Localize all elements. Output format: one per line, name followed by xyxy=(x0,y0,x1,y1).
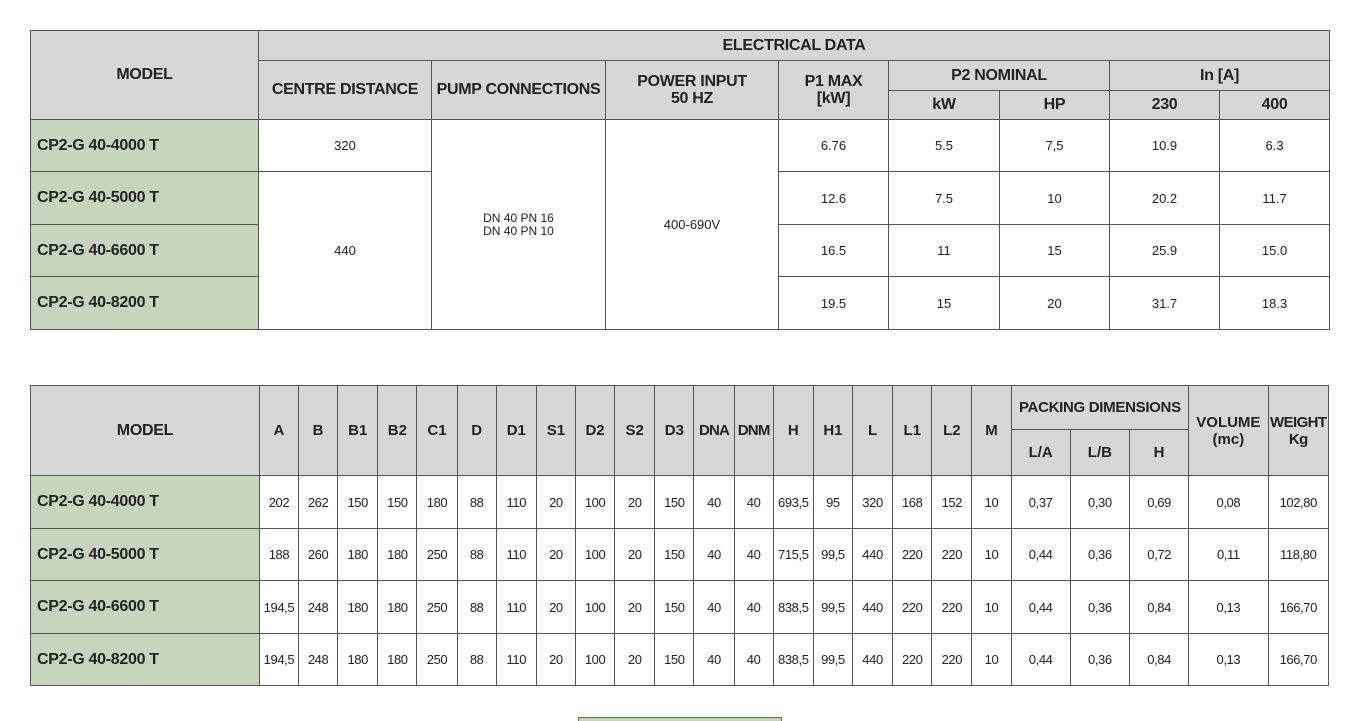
in-230-cell: 10.9 xyxy=(1110,120,1220,172)
dim-cell: 262 xyxy=(299,476,338,529)
table-row xyxy=(31,476,1329,529)
dim-cell: 20 xyxy=(615,476,655,529)
in-400-cell: 6.3 xyxy=(1220,120,1330,172)
dim-header: L xyxy=(852,386,892,476)
dim-cell: 40 xyxy=(734,476,773,529)
dim-header: D2 xyxy=(576,386,615,476)
dim-header: S2 xyxy=(615,386,655,476)
model-cell: CP2-G 40-6600 T xyxy=(31,581,260,634)
dimensions-table xyxy=(30,385,1329,686)
dim-cell: 99,5 xyxy=(813,529,852,581)
model-header: MODEL xyxy=(31,31,259,120)
dim-cell: 20 xyxy=(536,476,575,529)
p2-hp-cell: 10 xyxy=(1000,172,1110,225)
model-cell: CP2-G 40-5000 T xyxy=(31,529,260,581)
dim-cell: 180 xyxy=(338,529,378,581)
table-row xyxy=(31,529,1329,581)
pump-connections-line2: DN 40 PN 10 xyxy=(483,223,554,238)
dim-cell: 220 xyxy=(932,634,972,686)
p1-max-cell: 16.5 xyxy=(779,225,889,277)
weight-header-line1: WEIGHT xyxy=(1270,413,1327,431)
weight-header-line2: Kg xyxy=(1288,430,1308,448)
dim-cell: 20 xyxy=(536,581,575,634)
dim-cell: 100 xyxy=(576,581,615,634)
dim-cell: 20 xyxy=(615,634,655,686)
pump-connections-header: PUMP CONNECTIONS xyxy=(432,61,606,120)
dim-cell: 838,5 xyxy=(773,581,813,634)
centre-distance-cell: 320 xyxy=(259,120,432,172)
model-cell: CP2-G 40-4000 T xyxy=(31,120,259,172)
green-tab xyxy=(578,717,782,721)
dim-header: D1 xyxy=(496,386,536,476)
p2-nominal-header: P2 NOMINAL xyxy=(889,61,1110,91)
dim-cell: 188 xyxy=(259,529,298,581)
dim-cell: 10 xyxy=(972,529,1011,581)
volume-cell: 0,11 xyxy=(1189,529,1268,581)
in-400-cell: 15.0 xyxy=(1220,225,1330,277)
packing-h-header: H xyxy=(1129,430,1188,476)
in-230-cell: 31.7 xyxy=(1110,277,1220,330)
dim-header: L1 xyxy=(893,386,932,476)
dim-header: B2 xyxy=(378,386,417,476)
packing-cell: 0,84 xyxy=(1129,634,1188,686)
dim-cell: 10 xyxy=(972,581,1011,634)
dim-cell: 220 xyxy=(893,634,932,686)
model-cell: CP2-G 40-5000 T xyxy=(31,172,259,225)
dim-cell: 440 xyxy=(852,581,892,634)
table-row xyxy=(31,120,1330,172)
dim-header: B xyxy=(299,386,338,476)
dim-cell: 220 xyxy=(893,581,932,634)
dim-cell: 180 xyxy=(378,529,417,581)
centre-distance-cell: 440 xyxy=(259,172,432,330)
dim-cell: 180 xyxy=(338,634,378,686)
dim-cell: 150 xyxy=(655,581,694,634)
model-cell: CP2-G 40-4000 T xyxy=(31,476,260,529)
dim-cell: 440 xyxy=(852,529,892,581)
dim-cell: 40 xyxy=(694,581,734,634)
dim-cell: 150 xyxy=(378,476,417,529)
dim-cell: 194,5 xyxy=(259,634,298,686)
dim-cell: 150 xyxy=(655,476,694,529)
pump-connections-line1: DN 40 PN 16 xyxy=(483,210,554,225)
in-230-header: 230 xyxy=(1110,91,1220,120)
p2-hp-cell: 15 xyxy=(1000,225,1110,277)
in-400-cell: 18.3 xyxy=(1220,277,1330,330)
p1-max-cell: 19.5 xyxy=(779,277,889,330)
dim-cell: 20 xyxy=(536,634,575,686)
table-row xyxy=(31,581,1329,634)
p2-hp-cell: 20 xyxy=(1000,277,1110,330)
volume-header xyxy=(1189,386,1268,476)
dim-cell: 100 xyxy=(576,476,615,529)
packing-cell: 0,44 xyxy=(1011,529,1070,581)
volume-header-line1: VOLUME xyxy=(1196,413,1261,431)
dim-cell: 40 xyxy=(734,634,773,686)
dim-cell: 220 xyxy=(893,529,932,581)
dim-cell: 180 xyxy=(417,476,457,529)
dim-cell: 220 xyxy=(932,581,972,634)
model-cell: CP2-G 40-6600 T xyxy=(31,225,259,277)
p1-max-header-line2: [kW] xyxy=(816,90,851,107)
packing-cell: 0,36 xyxy=(1070,634,1129,686)
packing-cell: 0,72 xyxy=(1129,529,1188,581)
pump-connections-cell xyxy=(432,120,606,330)
dim-cell: 250 xyxy=(417,529,457,581)
dim-cell: 88 xyxy=(457,634,496,686)
p2-hp-header: HP xyxy=(1000,91,1110,120)
dim-cell: 40 xyxy=(694,529,734,581)
dim-cell: 100 xyxy=(576,634,615,686)
model-header: MODEL xyxy=(31,386,260,476)
dim-cell: 180 xyxy=(378,634,417,686)
dim-header: L2 xyxy=(932,386,972,476)
p2-kw-cell: 15 xyxy=(889,277,1000,330)
weight-cell: 118,80 xyxy=(1268,529,1329,581)
packing-cell: 0,37 xyxy=(1011,476,1070,529)
dim-header: H1 xyxy=(813,386,852,476)
packing-cell: 0,69 xyxy=(1129,476,1188,529)
dim-header: C1 xyxy=(417,386,457,476)
p2-kw-cell: 5.5 xyxy=(889,120,1000,172)
dim-cell: 40 xyxy=(734,581,773,634)
dim-cell: 88 xyxy=(457,529,496,581)
p1-max-header-line1: P1 MAX xyxy=(804,73,863,90)
dim-cell: 152 xyxy=(932,476,972,529)
power-input-header-line1: POWER INPUT xyxy=(637,73,747,90)
dim-cell: 180 xyxy=(378,581,417,634)
power-input-header xyxy=(606,61,779,120)
packing-lb-header: L/B xyxy=(1070,430,1129,476)
p1-max-cell: 6.76 xyxy=(779,120,889,172)
volume-header-line2: (mc) xyxy=(1212,430,1245,448)
in-230-cell: 25.9 xyxy=(1110,225,1220,277)
dim-cell: 20 xyxy=(615,529,655,581)
dim-header: D xyxy=(457,386,496,476)
dim-header: M xyxy=(972,386,1011,476)
p1-max-cell: 12.6 xyxy=(779,172,889,225)
in-400-cell: 11.7 xyxy=(1220,172,1330,225)
dim-cell: 99,5 xyxy=(813,634,852,686)
electrical-data-table xyxy=(30,30,1330,330)
packing-cell: 0,44 xyxy=(1011,634,1070,686)
dim-cell: 10 xyxy=(972,476,1011,529)
dim-cell: 10 xyxy=(972,634,1011,686)
centre-distance-header: CENTRE DISTANCE xyxy=(259,61,432,120)
dim-cell: 168 xyxy=(893,476,932,529)
packing-la-header: L/A xyxy=(1011,430,1070,476)
model-cell: CP2-G 40-8200 T xyxy=(31,277,259,330)
dim-header: DNA xyxy=(694,386,734,476)
dim-cell: 88 xyxy=(457,476,496,529)
dim-cell: 40 xyxy=(734,529,773,581)
packing-cell: 0,84 xyxy=(1129,581,1188,634)
p2-kw-header: kW xyxy=(889,91,1000,120)
dim-cell: 20 xyxy=(536,529,575,581)
p2-kw-cell: 11 xyxy=(889,225,1000,277)
dim-cell: 110 xyxy=(496,476,536,529)
in-header: In [A] xyxy=(1110,61,1330,91)
p1-max-header xyxy=(779,61,889,120)
dim-cell: 180 xyxy=(338,581,378,634)
model-cell: CP2-G 40-8200 T xyxy=(31,634,260,686)
dim-header: DNM xyxy=(734,386,773,476)
electrical-data-header: ELECTRICAL DATA xyxy=(259,31,1330,61)
dim-cell: 250 xyxy=(417,581,457,634)
dim-cell: 838,5 xyxy=(773,634,813,686)
dim-cell: 202 xyxy=(259,476,298,529)
dim-cell: 715,5 xyxy=(773,529,813,581)
dim-cell: 260 xyxy=(299,529,338,581)
dim-cell: 248 xyxy=(299,581,338,634)
power-input-cell: 400-690V xyxy=(606,120,779,330)
dim-header: S1 xyxy=(536,386,575,476)
dim-cell: 150 xyxy=(655,529,694,581)
dim-cell: 20 xyxy=(615,581,655,634)
dim-cell: 40 xyxy=(694,476,734,529)
dim-cell: 693,5 xyxy=(773,476,813,529)
dim-cell: 110 xyxy=(496,529,536,581)
dim-cell: 250 xyxy=(417,634,457,686)
dim-cell: 100 xyxy=(576,529,615,581)
dim-cell: 95 xyxy=(813,476,852,529)
packing-cell: 0,36 xyxy=(1070,581,1129,634)
in-400-header: 400 xyxy=(1220,91,1330,120)
dim-cell: 320 xyxy=(852,476,892,529)
weight-cell: 166,70 xyxy=(1268,634,1329,686)
dim-cell: 194,5 xyxy=(259,581,298,634)
dim-cell: 88 xyxy=(457,581,496,634)
dim-cell: 440 xyxy=(852,634,892,686)
volume-cell: 0,13 xyxy=(1189,581,1268,634)
packing-cell: 0,44 xyxy=(1011,581,1070,634)
in-230-cell: 20.2 xyxy=(1110,172,1220,225)
volume-cell: 0,13 xyxy=(1189,634,1268,686)
dim-header: H xyxy=(773,386,813,476)
packing-cell: 0,30 xyxy=(1070,476,1129,529)
p2-kw-cell: 7.5 xyxy=(889,172,1000,225)
dim-header: B1 xyxy=(338,386,378,476)
p2-hp-cell: 7,5 xyxy=(1000,120,1110,172)
packing-cell: 0,36 xyxy=(1070,529,1129,581)
dim-cell: 110 xyxy=(496,581,536,634)
weight-cell: 102,80 xyxy=(1268,476,1329,529)
table-row xyxy=(31,634,1329,686)
dim-cell: 248 xyxy=(299,634,338,686)
dim-cell: 99,5 xyxy=(813,581,852,634)
packing-dimensions-header: PACKING DIMENSIONS xyxy=(1011,386,1189,430)
weight-cell: 166,70 xyxy=(1268,581,1329,634)
dim-cell: 150 xyxy=(338,476,378,529)
dim-cell: 40 xyxy=(694,634,734,686)
power-input-header-line2: 50 HZ xyxy=(670,90,714,107)
dim-header: D3 xyxy=(655,386,694,476)
dim-cell: 220 xyxy=(932,529,972,581)
dim-header: A xyxy=(259,386,298,476)
dim-cell: 110 xyxy=(496,634,536,686)
weight-header xyxy=(1268,386,1329,476)
volume-cell: 0,08 xyxy=(1189,476,1268,529)
dim-cell: 150 xyxy=(655,634,694,686)
